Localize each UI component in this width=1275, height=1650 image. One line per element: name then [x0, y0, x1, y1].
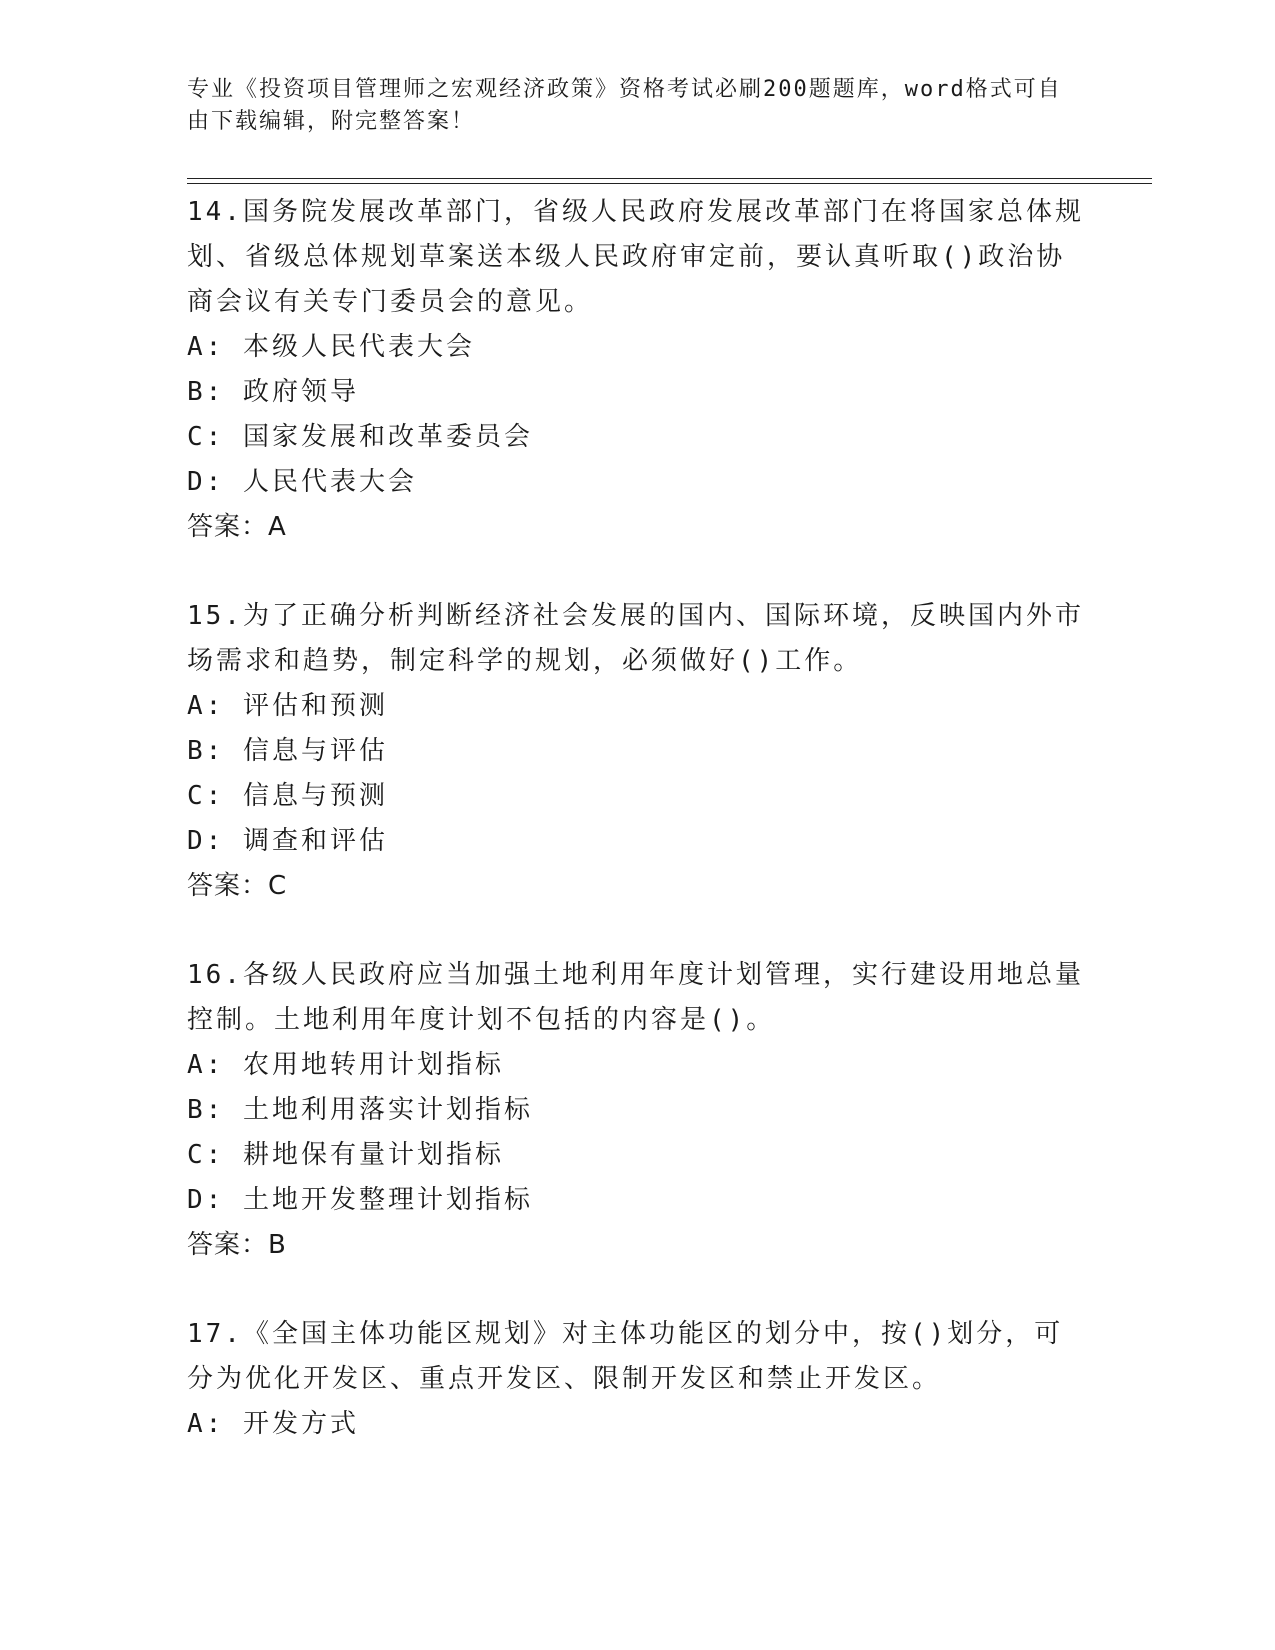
question-stem: 14.国务院发展改革部门，省级人民政府发展改革部门在将国家总体规划、省级总体规划草案送本级人民政府审定前，要认真听取()政治协商会议有关专门委员会的意见。 [187, 197, 1084, 317]
option-d: D: 土地开发整理计划指标 [187, 1185, 533, 1215]
question-15 [187, 594, 1087, 909]
answer: 答案：B [187, 1230, 287, 1260]
question-stem: 16.各级人民政府应当加强土地利用年度计划管理，实行建设用地总量控制。土地利用年度计划不包括的内容是()。 [187, 960, 1084, 1035]
option-d: D: 人民代表大会 [187, 467, 417, 497]
option-b: B: 政府领导 [187, 377, 359, 407]
header-rule-bottom [187, 183, 1152, 184]
option-b: B: 土地利用落实计划指标 [187, 1095, 533, 1125]
header-rule-top [187, 178, 1152, 179]
option-c: C: 信息与预测 [187, 781, 388, 811]
question-16 [187, 953, 1087, 1268]
option-a: A: 农用地转用计划指标 [187, 1050, 504, 1080]
answer: 答案：A [187, 512, 287, 542]
option-a: A: 评估和预测 [187, 691, 388, 721]
question-list [187, 190, 1087, 1491]
question-stem: 17.《全国主体功能区规划》对主体功能区的划分中，按()划分，可分为优化开发区、重点开发区、限制开发区和禁止开发区。 [187, 1319, 1064, 1394]
question-stem: 15.为了正确分析判断经济社会发展的国内、国际环境，反映国内外市场需求和趋势，制定科学的规划，必须做好()工作。 [187, 601, 1084, 676]
question-14 [187, 190, 1087, 550]
option-c: C: 国家发展和改革委员会 [187, 422, 533, 452]
option-c: C: 耕地保有量计划指标 [187, 1140, 504, 1170]
answer: 答案：C [187, 871, 288, 901]
option-b: B: 信息与评估 [187, 736, 388, 766]
option-a: A: 开发方式 [187, 1409, 359, 1439]
question-17 [187, 1312, 1087, 1447]
option-d: D: 调查和评估 [187, 826, 388, 856]
option-a: A: 本级人民代表大会 [187, 332, 475, 362]
document-header: 专业《投资项目管理师之宏观经济政策》资格考试必刷200题题库，word格式可自由下载编辑，附完整答案！ [187, 77, 1062, 134]
